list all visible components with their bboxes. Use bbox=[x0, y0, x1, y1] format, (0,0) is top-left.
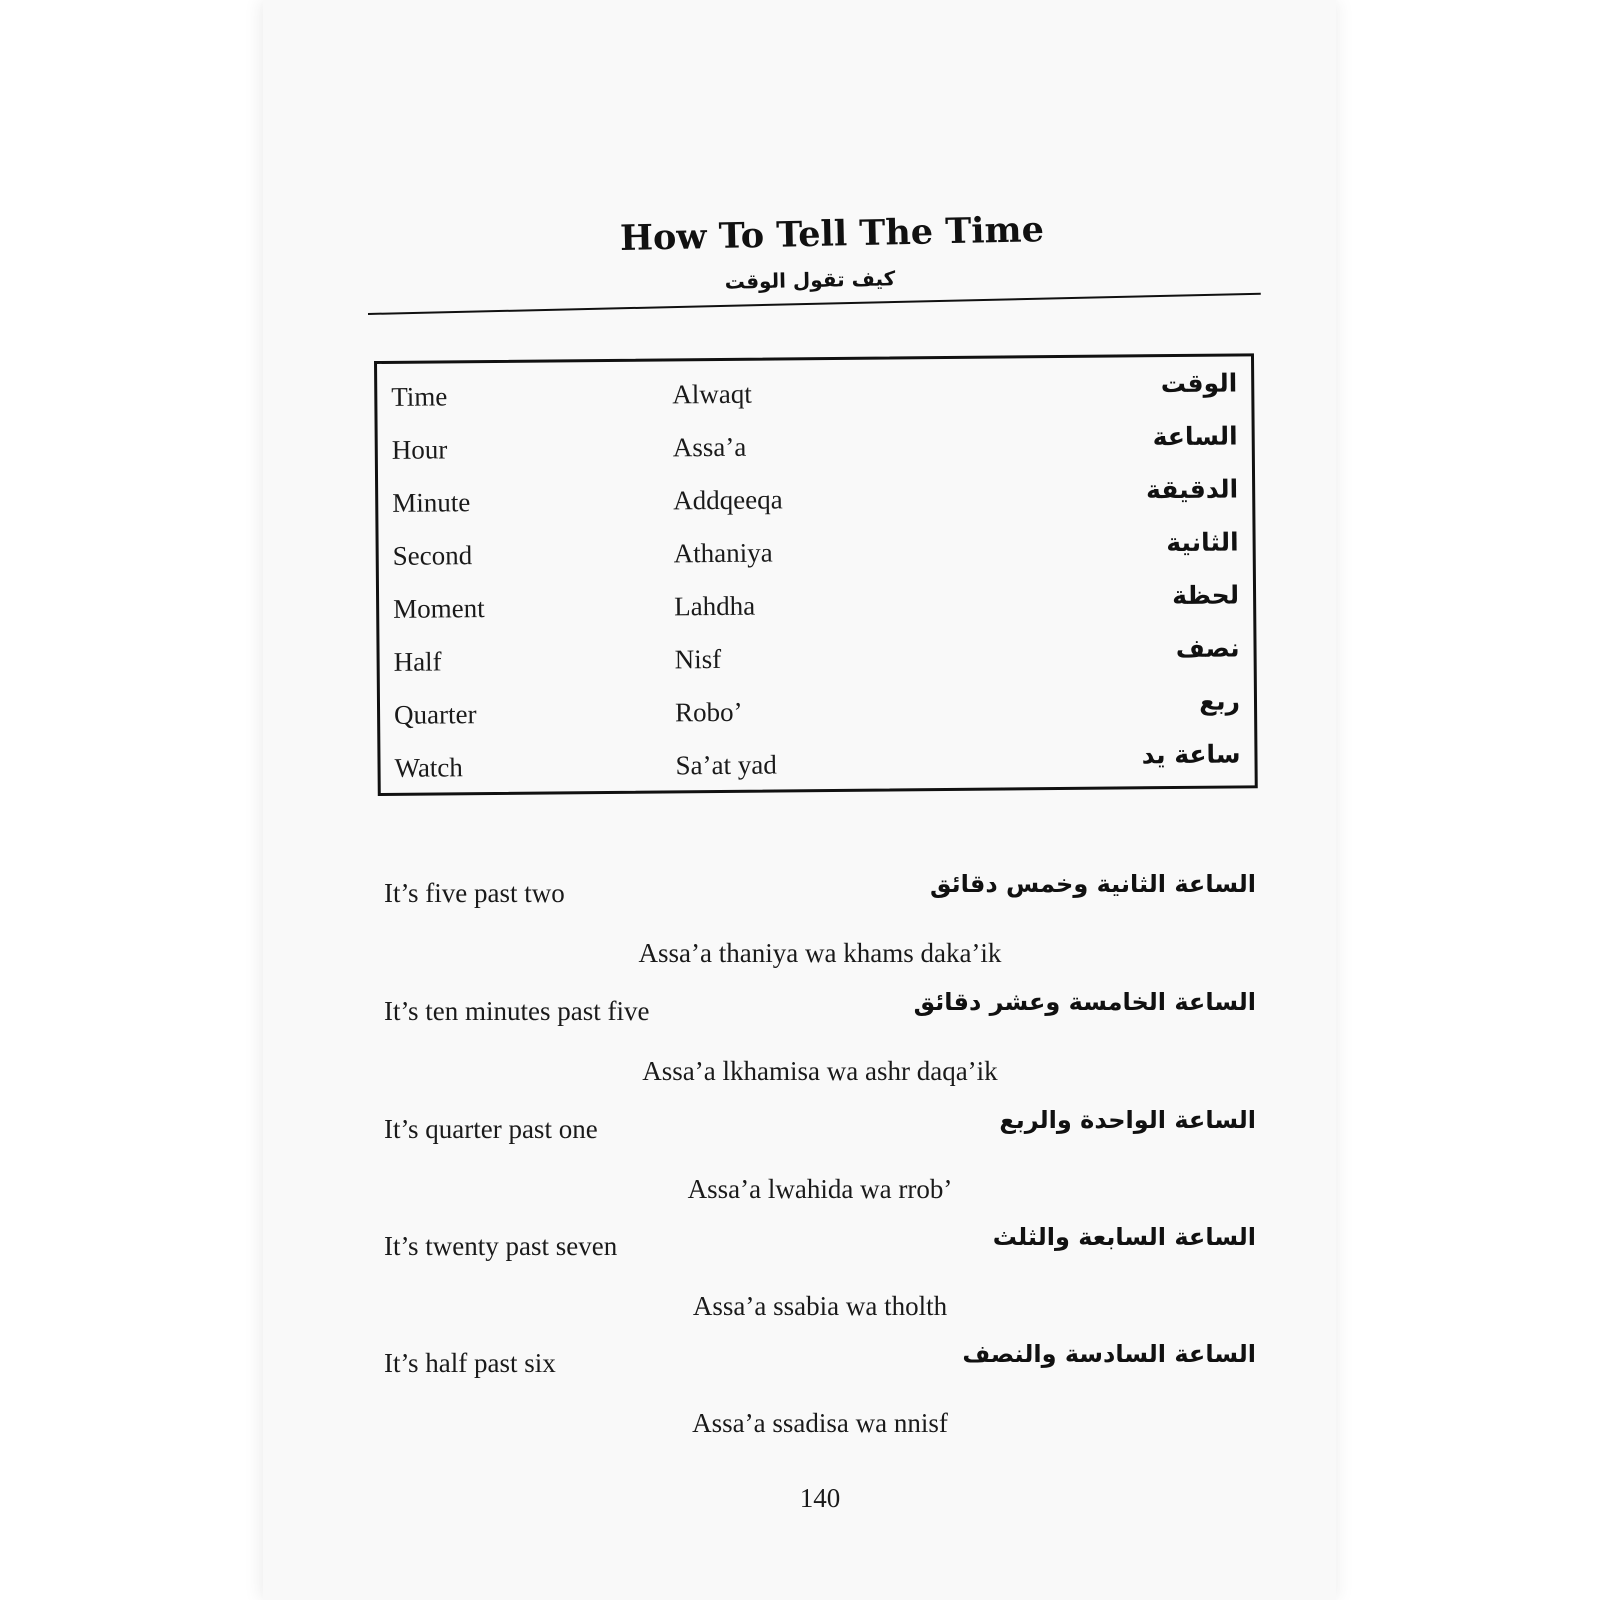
vocab-english: Half bbox=[393, 646, 442, 677]
vocab-arabic: الثانية bbox=[1166, 527, 1239, 558]
phrase-arabic: الساعة السابعة والثلث bbox=[992, 1223, 1256, 1251]
phrase-transliteration: Assa’a lkhamisa wa ashr daqa’ik bbox=[642, 1056, 998, 1086]
vocab-transliteration: Sa’at yad bbox=[675, 749, 777, 781]
vocab-transliteration: Alwaqt bbox=[672, 378, 752, 410]
page-subtitle-arabic: كيف تقول الوقت bbox=[724, 266, 896, 294]
vocab-row bbox=[379, 629, 1253, 690]
vocab-transliteration: Nisf bbox=[674, 643, 722, 675]
phrase-row bbox=[380, 870, 1260, 910]
phrase-english: It’s five past two bbox=[384, 878, 565, 908]
phrase-transliteration: Assa’a ssadisa wa nnisf bbox=[692, 1408, 948, 1438]
phrase-arabic: الساعة السادسة والنصف bbox=[962, 1340, 1256, 1368]
vocab-row bbox=[380, 682, 1254, 743]
vocab-arabic: نصف bbox=[1175, 633, 1240, 664]
vocab-english: Quarter bbox=[393, 699, 477, 730]
vocab-row bbox=[380, 735, 1254, 796]
vocabulary-table bbox=[374, 353, 1258, 796]
vocab-row bbox=[378, 523, 1252, 584]
page-number: 140 bbox=[799, 1483, 841, 1513]
vocab-arabic: ربع bbox=[1199, 686, 1241, 716]
vocab-english: Watch bbox=[394, 752, 463, 783]
phrase-transliteration: Assa’a ssabia wa tholth bbox=[692, 1291, 948, 1321]
vocab-row bbox=[378, 417, 1252, 478]
vocab-transliteration: Assa’a bbox=[672, 431, 747, 463]
vocab-english: Time bbox=[391, 381, 448, 412]
vocab-transliteration: Athaniya bbox=[673, 537, 773, 569]
phrase-arabic: الساعة الواحدة والربع bbox=[999, 1106, 1256, 1134]
vocab-row bbox=[378, 470, 1252, 531]
phrase-arabic: الساعة الثانية وخمس دقائق bbox=[929, 870, 1256, 898]
phrase-english: It’s quarter past one bbox=[384, 1114, 598, 1144]
vocab-transliteration: Robo’ bbox=[674, 696, 743, 728]
vocab-row bbox=[379, 576, 1253, 637]
phrase-transliteration: Assa’a thaniya wa khams daka’ik bbox=[638, 938, 1002, 968]
vocab-transliteration: Lahdha bbox=[674, 590, 756, 622]
vocab-arabic: الوقت bbox=[1160, 368, 1238, 399]
phrase-english: It’s half past six bbox=[384, 1348, 556, 1378]
vocab-transliteration: Addqeeqa bbox=[673, 484, 783, 516]
phrase-row bbox=[380, 1106, 1260, 1146]
vocab-english: Minute bbox=[392, 487, 471, 518]
vocab-arabic: الدقيقة bbox=[1145, 474, 1239, 505]
vocab-arabic: لحظة bbox=[1172, 580, 1240, 611]
phrase-row bbox=[380, 988, 1260, 1028]
phrase-transliteration: Assa’a lwahida wa rrob’ bbox=[687, 1174, 953, 1204]
phrase-row bbox=[380, 1223, 1260, 1263]
vocab-row bbox=[377, 364, 1251, 425]
phrase-arabic: الساعة الخامسة وعشر دقائق bbox=[913, 988, 1256, 1016]
vocab-arabic: الساعة bbox=[1152, 421, 1238, 452]
vocab-english: Hour bbox=[391, 434, 448, 465]
vocab-english: Second bbox=[392, 540, 473, 571]
phrase-english: It’s twenty past seven bbox=[384, 1231, 618, 1261]
phrase-row bbox=[380, 1340, 1260, 1380]
vocab-arabic: ساعة يد bbox=[1141, 739, 1241, 770]
page-title: How To Tell The Time bbox=[619, 209, 1045, 259]
phrase-english: It’s ten minutes past five bbox=[384, 996, 650, 1026]
vocab-english: Moment bbox=[393, 593, 485, 624]
